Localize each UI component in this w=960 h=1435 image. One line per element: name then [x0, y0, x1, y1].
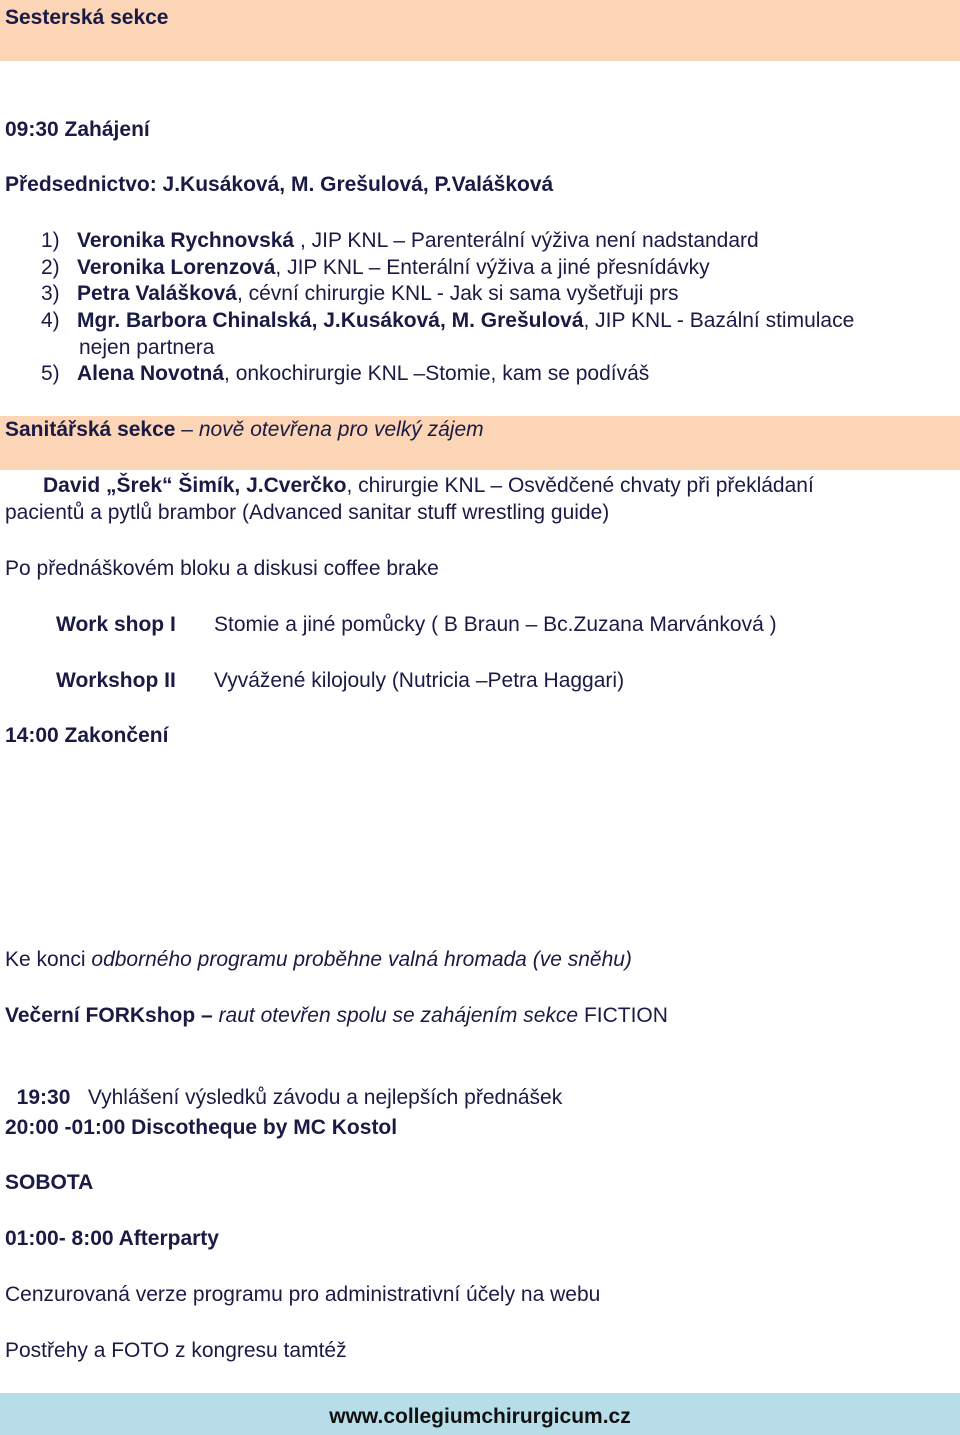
talk-speaker: Petra Valášková [77, 282, 237, 305]
workshop-description: Stomie a jiné pomůcky ( B Braun – Bc.Zuzana Marvánková ) [214, 613, 777, 636]
talk-item [41, 308, 854, 334]
disco-line: 20:00 -01:00 Discotheque by MC Kostol [5, 1116, 398, 1139]
results-text: Vyhlášení výsledků závodu a nejlepších přednášek [70, 1086, 563, 1109]
talk-speaker: Veronika Rychnovská [77, 229, 295, 252]
coffee-break: Po přednáškovém bloku a diskusi coffee brake [5, 557, 439, 580]
talk-item [41, 228, 759, 254]
assembly-plain: Ke konci [5, 948, 92, 971]
forkshop-title: Večerní FORKshop – [5, 1004, 219, 1027]
talk-item [41, 255, 710, 281]
assembly-italic: odborného programu proběhne valná hromada (ve sněhu) [91, 948, 632, 971]
orderly-talk-speaker: David „Šrek“ Šimík, J.Cverčko [43, 474, 347, 497]
talk-number: 2) [41, 256, 60, 279]
orderly-section-heading [5, 417, 484, 443]
orderly-talk-continuation: pacientů a pytlů brambor (Advanced sanitar stuff wrestling guide) [5, 501, 610, 524]
talk-speaker: Alena Novotná [77, 362, 225, 385]
chair-names: J.Kusáková, M. Grešulová, P.Valášková [162, 173, 554, 196]
talk-info: , JIP KNL - Bazální stimulace [583, 309, 855, 332]
talk-number: 4) [41, 309, 60, 332]
talk-item [41, 361, 649, 387]
orderly-heading-dash: – [175, 418, 199, 441]
forkshop-plain: FICTION [583, 1004, 668, 1027]
talk-number: 1) [41, 229, 60, 252]
forkshop-italic: raut otevřen spolu se zahájením sekce [218, 1004, 584, 1027]
chair-label: Předsednictvo: [5, 173, 163, 196]
forkshop-line [5, 1003, 668, 1029]
talk-info: , cévní chirurgie KNL - Jak si sama vyšetřuji prs [236, 282, 679, 305]
orderly-talk [43, 473, 814, 499]
orderly-talk-info: , chirurgie KNL – Osvědčené chvaty při překládaní [346, 474, 814, 497]
closing-time: 14:00 Zakončení [5, 724, 169, 747]
talk-item [41, 281, 678, 307]
talk-speaker: Veronika Lorenzová [77, 256, 276, 279]
workshop-description: Vyvážené kilojouly (Nutricia –Petra Haggari) [214, 669, 625, 692]
censored-note: Cenzurovaná verze programu pro administrativní účely na webu [5, 1283, 601, 1306]
results-line [5, 1059, 562, 1111]
talk-info: , JIP KNL – Parenterální výživa není nadstandard [294, 229, 759, 252]
afterparty-line: 01:00- 8:00 Afterparty [5, 1227, 219, 1250]
nursing-section-heading: Sesterská sekce [5, 6, 169, 29]
general-assembly-note [5, 947, 632, 973]
orderly-heading-note: nově otevřena pro velký zájem [198, 418, 484, 441]
talk-continuation: nejen partnera [79, 336, 215, 359]
results-time: 19:30 [16, 1086, 71, 1109]
talk-number: 5) [41, 362, 60, 385]
talk-info: , onkochirurgie KNL –Stomie, kam se podíváš [224, 362, 650, 385]
orderly-heading-title: Sanitářská sekce [5, 418, 176, 441]
workshop-label: Work shop I [56, 613, 176, 636]
workshop-label: Workshop II [56, 669, 176, 692]
saturday-heading: SOBOTA [5, 1171, 94, 1194]
talk-speaker: Mgr. Barbora Chinalská, J.Kusáková, M. Grešulová [77, 309, 584, 332]
footer-website-link[interactable]: www.collegiumchirurgicum.cz [329, 1405, 631, 1428]
talk-number: 3) [41, 282, 60, 305]
chair-line [5, 172, 553, 198]
opening-time: 09:30 Zahájení [5, 118, 150, 141]
talk-info: , JIP KNL – Enterální výživa a jiné přesnídávky [275, 256, 710, 279]
photos-note: Postřehy a FOTO z kongresu tamtéž [5, 1339, 347, 1362]
